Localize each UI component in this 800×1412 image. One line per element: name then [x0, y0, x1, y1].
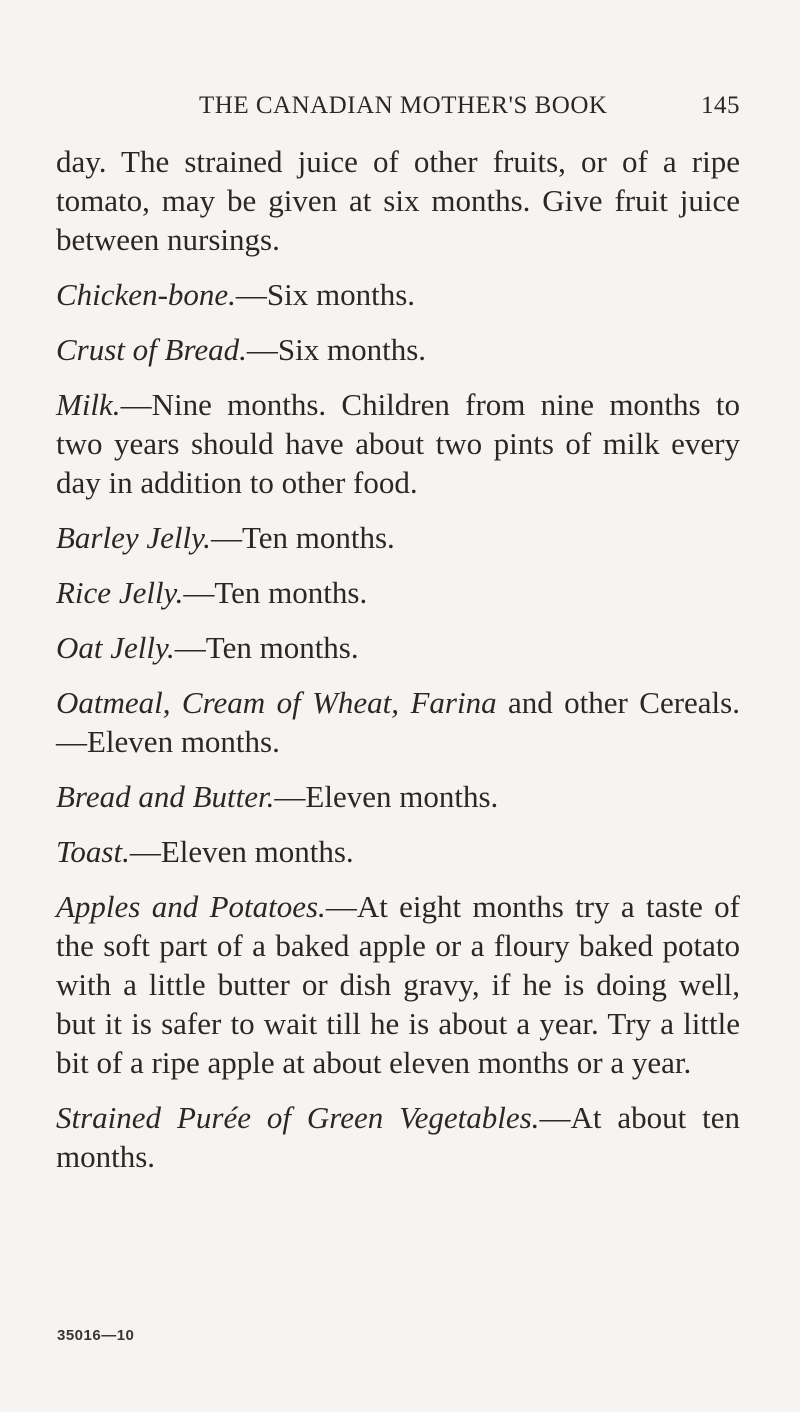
food-term: Milk.: [56, 387, 121, 422]
food-term: Chicken-bone.: [56, 277, 236, 312]
running-header: [0, 92, 800, 132]
paragraph-text: —Ten months.: [174, 630, 359, 665]
paragraph-text: —Six months.: [235, 277, 416, 312]
food-term: Oat Jelly.: [56, 630, 175, 665]
paragraph-text: —Ten months.: [210, 520, 395, 555]
paragraph: [56, 832, 740, 871]
paragraph-text: —At about ten months.: [56, 1100, 740, 1174]
food-term: Rice Jelly.: [56, 575, 184, 610]
food-term: Barley Jelly.: [56, 520, 211, 555]
paragraph: [56, 385, 740, 502]
paragraph-text: —Six months.: [246, 332, 427, 367]
food-term: Toast.: [56, 834, 130, 869]
paragraph-text: —Eleven months.: [129, 834, 354, 869]
paragraph-text: —Nine months. Children from nine months to two years should have about two pints of milk every day in addition to other food.: [56, 387, 740, 500]
paragraph-text: —Ten months.: [183, 575, 368, 610]
paragraph: [56, 887, 740, 1082]
food-term: Strained Purée of Green Vegetables.: [56, 1100, 540, 1135]
paragraph-text: day. The strained juice of other fruits, or of a ripe tomato, may be given at six months. Give fruit juice between nursings.: [56, 144, 740, 257]
paragraph: [56, 683, 740, 761]
printer-mark: 35016—10: [57, 1327, 135, 1344]
paragraph: [56, 573, 740, 612]
paragraph-text: and other Cereals.—Eleven months.: [56, 685, 740, 759]
paragraph-text: —At eight months try a taste of the soft part of a baked apple or a floury baked potato with a little butter or dish gravy, if he is doing well, but it is safer to wait till he is about a year. Try a little bit of a ripe apple at about eleven months or a year.: [56, 889, 740, 1080]
paragraph: [56, 777, 740, 816]
paragraph: [56, 330, 740, 369]
food-term: Apples and Potatoes.: [56, 889, 326, 924]
paragraph-text: —Eleven months.: [274, 779, 499, 814]
body-text: [56, 142, 740, 1176]
paragraph: [56, 142, 740, 259]
paragraph: [56, 275, 740, 314]
food-term: Bread and Butter.: [56, 779, 275, 814]
food-term: Oatmeal, Cream of Wheat, Farina: [56, 685, 497, 720]
food-term: Crust of Bread.: [56, 332, 247, 367]
page-number: 145: [701, 92, 740, 119]
paragraph: [56, 628, 740, 667]
paragraph: [56, 518, 740, 557]
paragraph: [56, 1098, 740, 1176]
running-title: THE CANADIAN MOTHER'S BOOK: [199, 92, 608, 119]
